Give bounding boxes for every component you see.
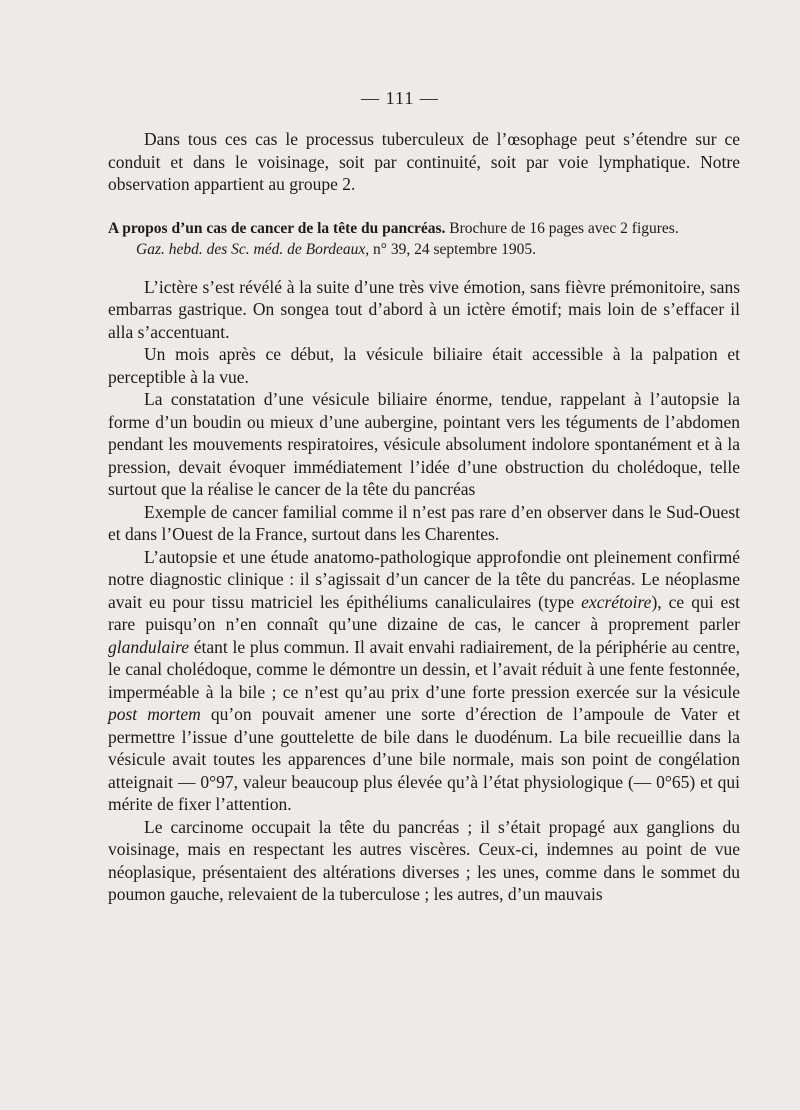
autopsy-emphasis-post-mortem: post mortem (108, 704, 201, 724)
autopsy-text-2: ), ce qui est rare puisqu’on n’en connaît qu’une dizaine de cas, le cancer à proprement parler (108, 591, 740, 634)
paragraph-gallbladder-description: La constatation d’une vésicule biliaire énorme, tendue, rappelant à l’autopsie la forme d’un boudin ou mieux d’une aubergine, pointant vers les téguments de l’abdomen pendant les mouvements respiratoires, vésicule absolument indolore spontanément et à la pression, devait évoquer immédiatement l’idée d’une obstruction du cholédoque, telle surtout que la réalise le cancer de la tête du pancréas (108, 389, 740, 499)
paragraph-familial-cancer: Exemple de cancer familial comme il n’est pas rare d’en observer dans le Sud-Ouest et dans l’Ouest de la France, surtout dans les Charentes. (108, 501, 740, 544)
autopsy-emphasis-excretoire: excrétoire (581, 591, 652, 612)
paragraph-icterus: L’ictère s’est révélé à la suite d’une très vive émotion, sans fièvre prémonitoire, sans embarras gastrique. On songea tout d’abord à un ictère émotif; mais loin de s’effacer il alla s’accentuant. (108, 276, 740, 342)
page-body (108, 128, 740, 906)
citation-block (108, 218, 740, 260)
autopsy-emphasis-glandulaire: glandulaire (108, 636, 190, 657)
autopsy-text-3: étant le plus commun. Il avait envahi radiairement, de la périphérie au centre, le canal cholédoque, comme le démontre un dessin, et l’avait réduit à une fente festonnée, imperméable à la bile ; ce n’est qu’au prix d’une forte pression exercée sur la vésicule (108, 636, 740, 702)
citation-journal: Gaz. hebd. des Sc. méd. de Bordeaux, (136, 240, 370, 258)
autopsy-text-4: qu’on pouvait amener une sorte d’érection de l’ampoule de Vater et permettre l’issue d’une gouttelette de bile dans le duodénum. La bile recueillie dans la vésicule avait toutes les apparences d’une bile normale, mais son point de congélation atteignait — 0°97, valeur beaucoup plus élevée qu’à l’état physiologique (— 0°65) et qui mérite de fixer l’attention. (108, 704, 740, 814)
citation-description: Brochure de 16 pages avec 2 figures. (445, 219, 679, 237)
citation-source (108, 239, 740, 260)
paragraph-gallbladder-palpation: Un mois après ce début, la vésicule biliaire était accessible à la palpation et perceptible à la vue. (108, 344, 740, 387)
autopsy-text-1: L’autopsie et une étude anatomo-pathologique approfondie ont pleinement confirmé notre diagnostic clinique : il s’agissait d’un cancer de la tête du pancréas. Le néoplasme avait eu pour tissu matriciel les épithéliums canaliculaires (type (108, 546, 740, 612)
page-number: — 111 — (361, 88, 439, 108)
citation-details: n° 39, 24 septembre 1905. (369, 240, 536, 258)
paragraph-carcinoma: Le carcinome occupait la tête du pancréas ; il s’était propagé aux ganglions du voisinage, mais en respectant les autres viscères. Ceux-ci, indemnes au point de vue néoplasique, présentaient des altérations diverses ; les unes, comme dans le sommet du poumon gauche, relevaient de la tuberculose ; les autres, d’un mauvais (108, 816, 740, 904)
citation-title: A propos d’un cas de cancer de la tête du pancréas. (108, 219, 446, 237)
paragraph-autopsy (108, 546, 740, 816)
paragraph-esophagus: Dans tous ces cas le processus tuberculeux de l’œsophage peut s’étendre sur ce conduit et dans le voisinage, soit par continuité, soit par voie lymphatique. Notre observation appartient au groupe 2. (108, 129, 740, 194)
